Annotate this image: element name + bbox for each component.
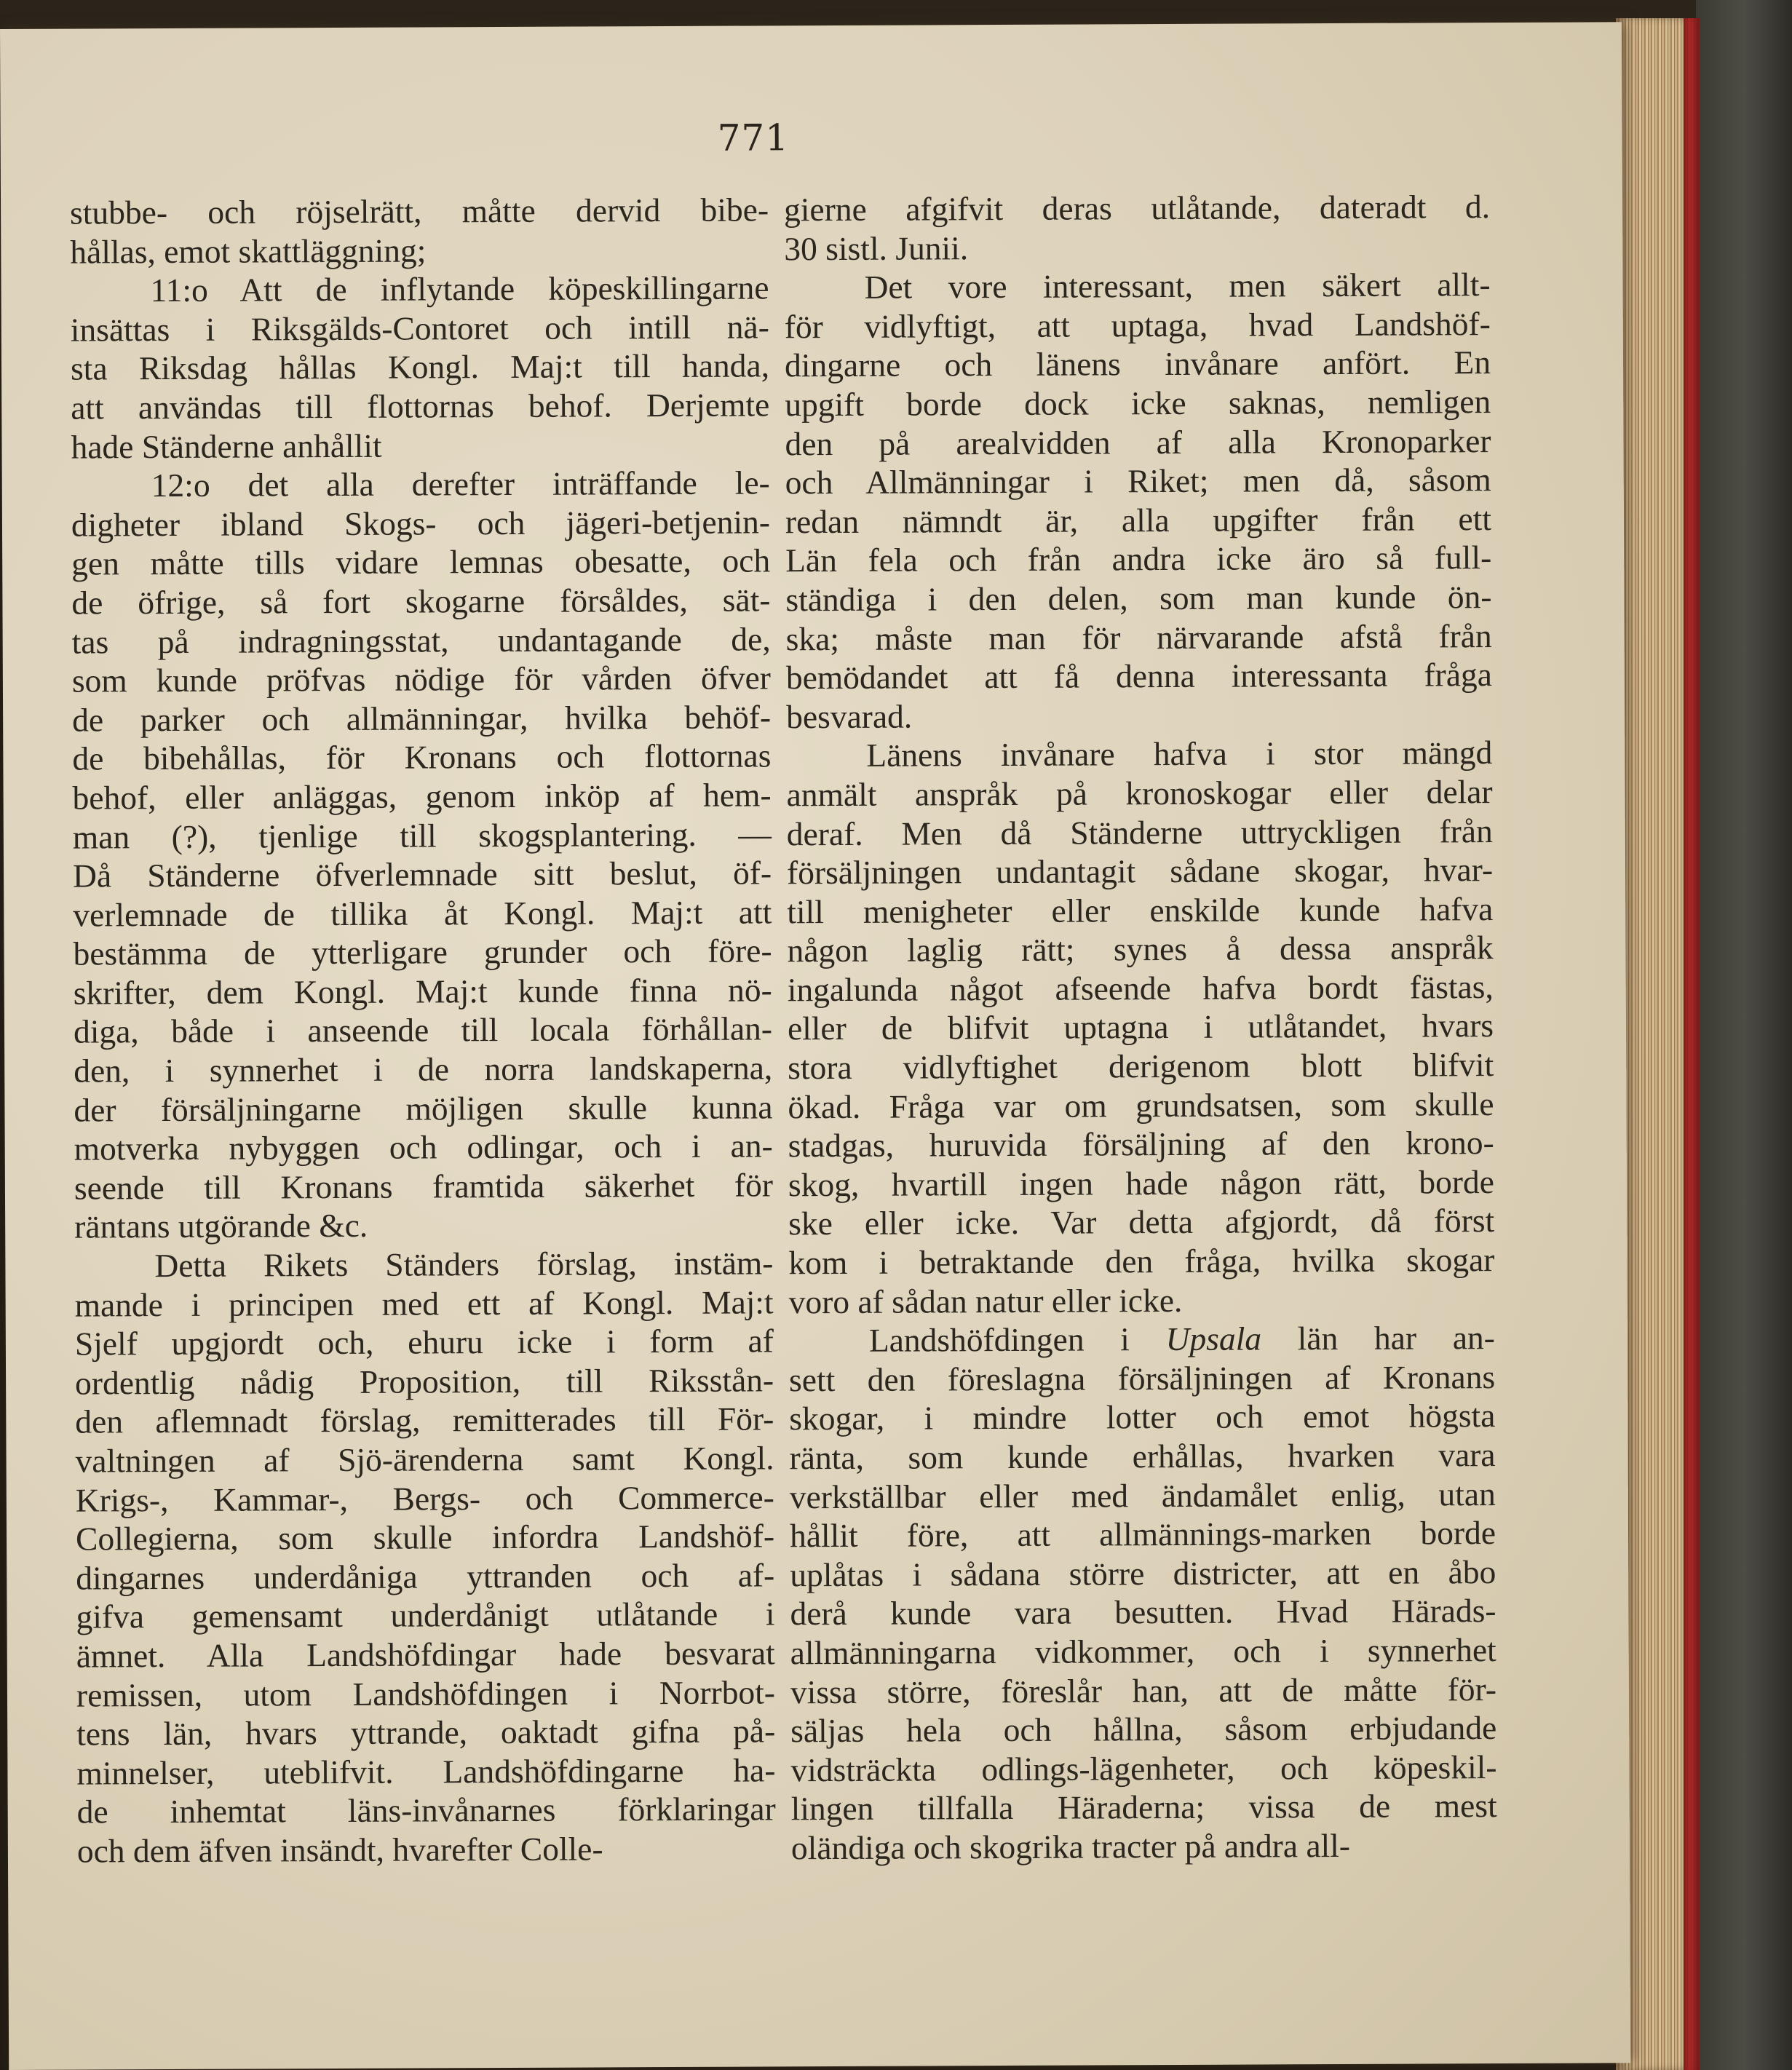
text-line: och Allmänningar i Riket; men då, såsom [785, 461, 1491, 501]
text-line: voro af sådan natur eller icke. [788, 1281, 1183, 1320]
text-line: säljas hela och hållna, såsom erbjudande [790, 1709, 1497, 1750]
text-line: hade Ständerne anhållit [71, 427, 382, 466]
text-line: oländiga och skogrika tracter på andra all- [790, 1826, 1351, 1867]
text-line: tens län, hvars yttrande, oaktadt gifna på- [76, 1712, 776, 1753]
text-line: hållas, emot skattläggning; [70, 231, 427, 271]
text-line: besvarad. [786, 697, 913, 736]
text-line: Län fela och från andra icke äro så full- [785, 539, 1492, 579]
text-line: skog, hvartill ingen hade någon rätt, borde [788, 1162, 1495, 1204]
text-line: Detta Rikets Ständers förslag, instäm- [154, 1244, 774, 1285]
text-line: stora vidlyftighet derigenom blott blifvit [788, 1046, 1494, 1087]
text-line: den på arealvidden af alla Kronoparker [785, 421, 1491, 462]
text-line: gen måtte tills vidare lemnas obesatte, och [71, 542, 771, 582]
text-line: sta Riksdag hållas Kongl. Maj:t till handa, [70, 346, 770, 387]
text-line: deraf. Men då Ständerne uttryckligen från [786, 812, 1493, 852]
text-line: remissen, utom Landshöfdingen i Norrbot- [76, 1673, 776, 1714]
text-line: 12:o det alla derefter inträffande le- [151, 464, 770, 504]
text-line: ränta, som kunde erhållas, hvarken vara [789, 1436, 1496, 1477]
text-line: lingen tillfalla Häraderna; vissa de mest [790, 1787, 1497, 1828]
text-line: för vidlyftigt, att uptaga, hvad Landshöf- [784, 304, 1491, 346]
text-line: eller de blifvit uptagna i utlåtandet, hvars [787, 1007, 1494, 1047]
text-line: Landshöfdingen i Upsala län har an- [868, 1319, 1495, 1360]
text-line: 30 sistl. Junii. [784, 229, 969, 267]
text-line: behof, eller anläggas, genom inköp af hem- [72, 776, 772, 817]
text-line: anmält anspråk på kronoskogar eller delar [786, 772, 1493, 814]
text-line: ingalunda något afseende hafva bordt fästas, [787, 967, 1494, 1009]
text-line: de parker och allmänningar, hvilka behöf- [72, 698, 772, 739]
text-line: försäljningen undantagit sådane skogar, hvar- [786, 851, 1494, 892]
text-line: allmänningarna vidkommer, och i synnerhet [790, 1631, 1496, 1672]
text-line: vissa större, föreslår han, att de måtte för- [790, 1670, 1497, 1710]
text-line: någon laglig rätt; synes å dessa anspråk [787, 929, 1494, 969]
text-line: sett den föreslagna försäljningen af Kronans [788, 1357, 1496, 1399]
text-line: minnelser, uteblifvit. Landshöfdingarne ha- [76, 1751, 776, 1792]
text-line: Sjelf upgjordt och, ehuru icke i form af [74, 1322, 774, 1363]
text-line: och dem äfven insändt, hvarefter Colle- [76, 1830, 603, 1870]
text-line: som kunde pröfvas nödige för vården öfver [71, 659, 772, 699]
text-line: upgift borde dock icke saknas, nemligen [785, 383, 1491, 424]
text-line: stubbe- och röjselrätt, måtte dervid bibe- [69, 191, 769, 231]
text-line: insättas i Riksgälds-Contoret och intill nä- [70, 308, 769, 349]
text-line: vidsträckta odlings-lägenheter, och köpeskil- [790, 1748, 1497, 1789]
text-line: motverka nybyggen och odlingar, och i an- [74, 1127, 773, 1167]
text-line: bestämma de ytterligare grunder och före- [73, 932, 772, 972]
text-line: Då Ständerne öfverlemnade sitt beslut, öf- [72, 854, 772, 895]
text-line: ökad. Fråga var om grundsatsen, som skulle [788, 1084, 1494, 1125]
text-line: ständiga i den delen, som man kunde ön- [785, 578, 1492, 619]
text-line: bemödandet att få denna interessanta fråga [785, 656, 1492, 697]
text-line: tas på indragningsstat, undantagande de, [71, 619, 771, 661]
text-line: de inhemtat läns-invånarnes förklaringar [76, 1790, 776, 1831]
text-line: kom i betraktande den fråga, hvilka skogar [788, 1241, 1495, 1282]
text-line: valtningen af Sjö-ärenderna samt Kongl. [75, 1439, 774, 1480]
text-line: skrifter, dem Kongl. Maj:t kunde finna nö- [73, 971, 772, 1012]
text-line: gierne afgifvit deras utlåtande, dateradt d. [783, 188, 1491, 229]
text-line: till menigheter eller enskilde kunde hafva [787, 889, 1494, 930]
text-line: ämnet. Alla Landshöfdingar hade besvarat [76, 1634, 775, 1675]
text-line: den, i synnerhet i de norra landskaperna, [74, 1049, 773, 1090]
text-line: dingarne och länens invånare anfört. En [784, 344, 1491, 384]
text-line: mande i principen med ett af Kongl. Maj:t [74, 1283, 774, 1324]
scanner-background [1696, 0, 1792, 2070]
text-line: räntans utgörande &c. [74, 1207, 368, 1246]
text-line: derå kunde vara besutten. Hvad Härads- [790, 1592, 1496, 1633]
text-line: diga, både i anseende till locala förhållan- [73, 1010, 773, 1051]
text-line: digheter ibland Skogs- och jägeri-betjenin- [71, 503, 771, 544]
text-line: hållit före, att allmännings-marken borde [789, 1514, 1496, 1555]
text-line: Krigs-, Kammar-, Bergs- och Commerce- [75, 1478, 774, 1519]
text-line: skogar, i mindre lotter och emot högsta [789, 1397, 1496, 1438]
text-line: gifva gemensamt underdånigt utlåtande i [76, 1595, 775, 1635]
text-line: Collegierna, som skulle infordra Landshöf- [75, 1517, 775, 1558]
text-line: redan nämndt är, alla upgifter från ett [785, 499, 1492, 541]
text-line: ordentlig nådig Proposition, till Riksstån- [75, 1361, 774, 1402]
left-text-column [70, 190, 776, 1871]
text-line: ske eller icke. Var detta afgjordt, då först [788, 1202, 1495, 1242]
text-line: ska; måste man för närvarande afstå från [785, 616, 1492, 657]
text-line: stadgas, huruvida försäljning af den krono- [788, 1124, 1494, 1165]
text-line: Länens invånare hafva i stor mängd [866, 734, 1493, 774]
text-line: Det vore interessant, men säkert allt- [864, 266, 1491, 306]
text-line: dingarnes underdåniga yttranden och af- [76, 1556, 775, 1597]
text-line: der försäljningarne möjligen skulle kunna [74, 1088, 773, 1129]
page-number: 771 [717, 116, 790, 159]
text-line: de öfrige, så fort skogarne försåldes, sät- [71, 581, 771, 622]
paper-page [0, 22, 1630, 2070]
right-text-column [784, 187, 1497, 1868]
text-line: man (?), tjenlige till skogsplantering. — [72, 814, 772, 856]
text-line: de bibehållas, för Kronans och flottornas [72, 737, 772, 777]
text-line: den aflemnadt förslag, remitterades till För- [75, 1400, 774, 1440]
text-line: uplåtas i sådana större districter, att en åbo [790, 1552, 1496, 1594]
text-line: verkställbar eller med ändamålet enlig, utan [789, 1475, 1496, 1515]
text-line: att användas till flottornas behof. Derjemte [71, 386, 770, 427]
text-line: 11:o Att de inflytande köpeskillingarne [150, 269, 769, 309]
text-line: verlemnade de tillika åt Kongl. Maj:t att [73, 893, 772, 934]
text-line: seende till Kronans framtida säkerhet för [74, 1166, 774, 1207]
italic-place-name: Upsala [1165, 1320, 1262, 1358]
